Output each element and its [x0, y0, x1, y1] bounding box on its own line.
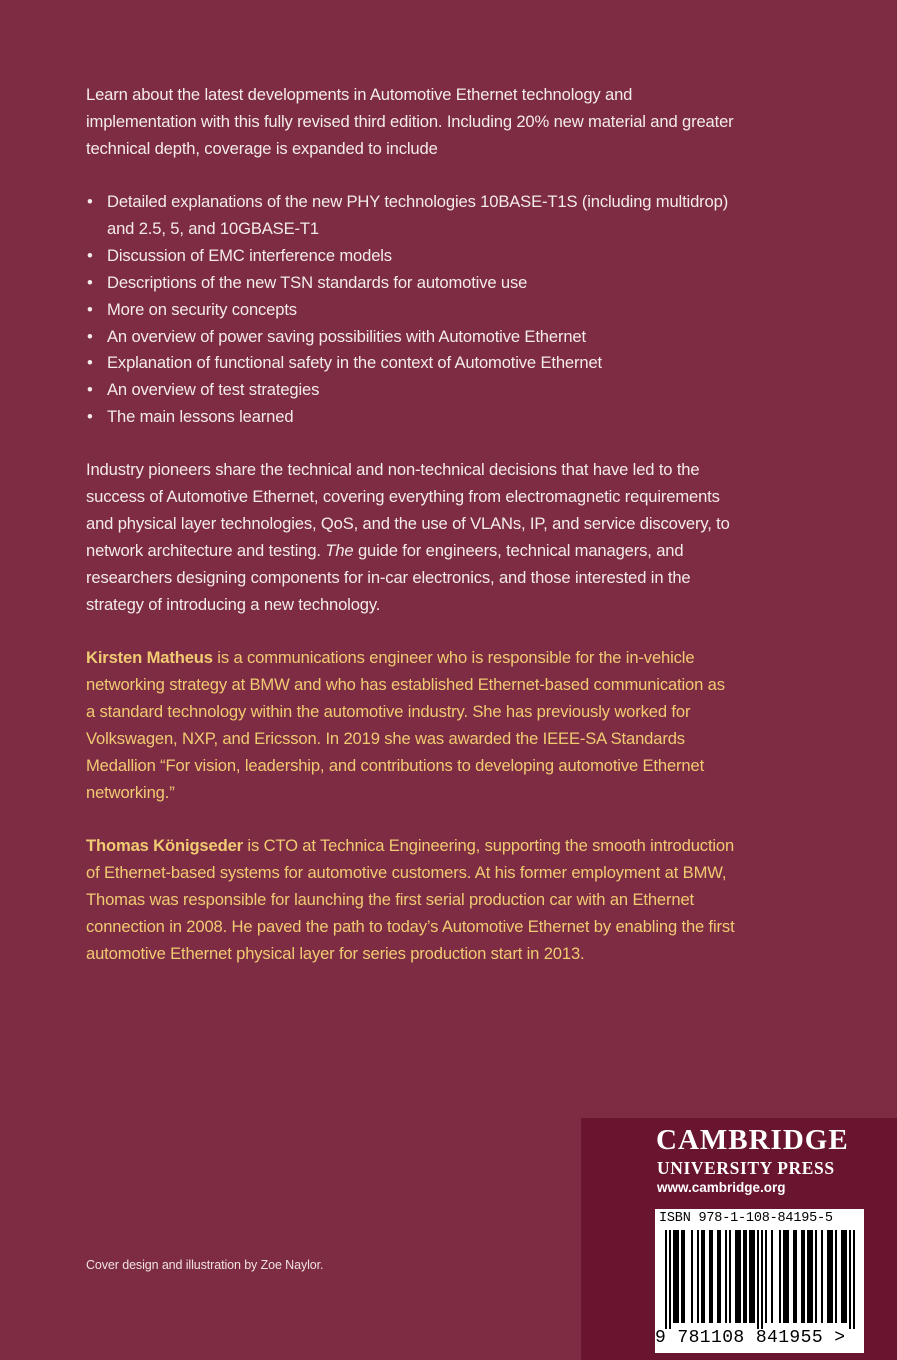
bullet-icon: •: [87, 407, 93, 427]
pioneers-paragraph: [86, 457, 736, 618]
barcode-bar: [701, 1230, 703, 1323]
author-bio-konigseder: [86, 833, 736, 968]
author-name: Kirsten Matheus: [86, 648, 213, 667]
barcode-bar: [681, 1230, 683, 1323]
barcode-bar: [849, 1230, 851, 1329]
barcode-bar: [691, 1230, 693, 1323]
list-item-text: The main lessons learned: [107, 407, 294, 427]
publisher-name: CAMBRIDGE: [656, 1124, 849, 1156]
barcode-bar: [821, 1230, 823, 1323]
cover-credit: Cover design and illustration by Zoe Naylor.: [86, 1258, 324, 1272]
list-item: [86, 243, 746, 270]
emphasis-word: The: [325, 540, 354, 560]
barcode-bar: [665, 1230, 667, 1329]
barcode-bar: [709, 1230, 711, 1323]
barcode-bar: [787, 1230, 789, 1323]
intro-paragraph: [86, 82, 736, 163]
barcode-bar: [703, 1230, 705, 1323]
list-item-text: More on security concepts: [107, 299, 297, 319]
barcode-bar: [743, 1230, 745, 1323]
barcode-bar: [835, 1230, 837, 1323]
barcode-bar: [711, 1230, 713, 1323]
author-bio-text: is CTO at Technica Engineering, supporting the smooth introduction of Ethernet-based systems for automotive customers. At his former employment at BMW, Thomas was responsible for launching the first serial production car with an Ethernet connection in 2008. He paved the path to today’s Automotive Ethernet by enabling the first automotive Ethernet physical layer for series production start in 2013.: [86, 836, 735, 963]
barcode-bar: [683, 1230, 685, 1323]
barcode-bar: [673, 1230, 675, 1323]
barcode-bar: [793, 1230, 795, 1323]
barcode-bar: [829, 1230, 831, 1323]
bullet-icon: •: [87, 272, 93, 292]
isbn-label: ISBN 978-1-108-84195-5: [659, 1211, 833, 1226]
barcode-bar: [815, 1230, 817, 1323]
list-item: [86, 189, 746, 243]
bullet-icon: •: [87, 245, 93, 265]
barcode-bar: [841, 1230, 843, 1323]
barcode-bar: [675, 1230, 677, 1323]
barcode-bar: [811, 1230, 813, 1323]
list-item: [86, 297, 746, 324]
barcode-bar: [831, 1230, 833, 1323]
author-name: Thomas Königseder: [86, 836, 243, 855]
barcode-bar: [677, 1230, 679, 1323]
barcode-bar: [783, 1230, 785, 1323]
barcode-bar: [761, 1230, 763, 1329]
list-item-text: Detailed explanations of the new PHY technologies 10BASE-T1S (including multidrop) and 2.5, 5, and 10GBASE-T1: [107, 192, 729, 238]
barcode-bar: [795, 1230, 797, 1323]
barcode-bar: [801, 1230, 803, 1323]
list-item: [86, 377, 746, 404]
barcode-bar: [771, 1230, 773, 1323]
barcode-bar: [803, 1230, 805, 1323]
bullet-icon: •: [87, 380, 93, 400]
author-bio-text: is a communications engineer who is responsible for the in-vehicle networking strategy at BMW and who has established Ethernet-based communication as a standard technology within the automotive industry. She has previously worked for Volkswagen, NXP, and Ericsson. In 2019 she was awarded the IEEE-SA Standards Medallion “For vision, leadership, and contributions to developing automotive Ethernet networking.”: [86, 648, 725, 802]
bullet-icon: •: [87, 192, 93, 211]
barcode-bar: [765, 1230, 767, 1323]
publisher-panel: [581, 1118, 897, 1360]
intro-text: Learn about the latest developments in Automotive Ethernet technology and implementation with this fully revised third edition. Including 20% new material and greater technical depth, coverage is expanded to include: [86, 85, 734, 158]
feature-list: [86, 189, 746, 431]
list-item-text: An overview of test strategies: [107, 380, 320, 400]
barcode-bar: [757, 1230, 759, 1329]
barcode-bar: [827, 1230, 829, 1323]
barcode-bar: [807, 1230, 809, 1323]
barcode-icon: [665, 1230, 855, 1329]
barcode-bar: [809, 1230, 811, 1323]
author-bio-matheus: [86, 645, 736, 806]
bullet-icon: •: [87, 353, 93, 373]
publisher-url: www.cambridge.org: [657, 1180, 786, 1195]
bullet-icon: •: [87, 299, 93, 319]
barcode-bar: [749, 1230, 751, 1323]
barcode-bar: [717, 1230, 719, 1323]
barcode-bar: [729, 1230, 731, 1323]
barcode-bar: [779, 1230, 781, 1323]
barcode-bar: [745, 1230, 747, 1323]
barcode-bar: [719, 1230, 721, 1323]
barcode-bar: [845, 1230, 847, 1323]
barcode-bar: [843, 1230, 845, 1323]
publisher-subname: UNIVERSITY PRESS: [657, 1158, 835, 1178]
list-item: [86, 324, 746, 351]
list-item-text: An overview of power saving possibilities with Automotive Ethernet: [107, 326, 586, 346]
barcode-bar: [853, 1230, 855, 1329]
list-item: [86, 404, 746, 431]
barcode-bar: [753, 1230, 755, 1323]
list-item: [86, 350, 746, 377]
barcode-bar: [725, 1230, 727, 1323]
barcode-bar: [737, 1230, 739, 1323]
bullet-icon: •: [87, 326, 93, 346]
barcode-bar: [697, 1230, 699, 1323]
barcode-bar: [669, 1230, 671, 1329]
barcode-bar: [785, 1230, 787, 1323]
list-item: [86, 270, 746, 297]
list-item-text: Descriptions of the new TSN standards for automotive use: [107, 272, 528, 292]
isbn-barcode: [655, 1209, 864, 1353]
list-item-text: Discussion of EMC interference models: [107, 245, 392, 265]
barcode-bar: [751, 1230, 753, 1323]
barcode-bar: [739, 1230, 741, 1323]
barcode-bar: [735, 1230, 737, 1323]
pioneers-text-start: Industry pioneers share the technical and non-technical decisions that have led to the success of Automotive Ethernet, covering everything from electromagnetic requirements and physical layer technologies, QoS, and the use of VLANs, IP, and service discovery, to network architecture and testing.: [86, 460, 730, 560]
pioneers-text-end: guide for engineers, technical managers, and researchers designing components for in-car electronics, and those interested in the strategy of introducing a new technology.: [86, 540, 691, 614]
ean-digits: 9 781108 841955 >: [655, 1328, 846, 1348]
list-item-text: Explanation of functional safety in the context of Automotive Ethernet: [107, 353, 603, 373]
